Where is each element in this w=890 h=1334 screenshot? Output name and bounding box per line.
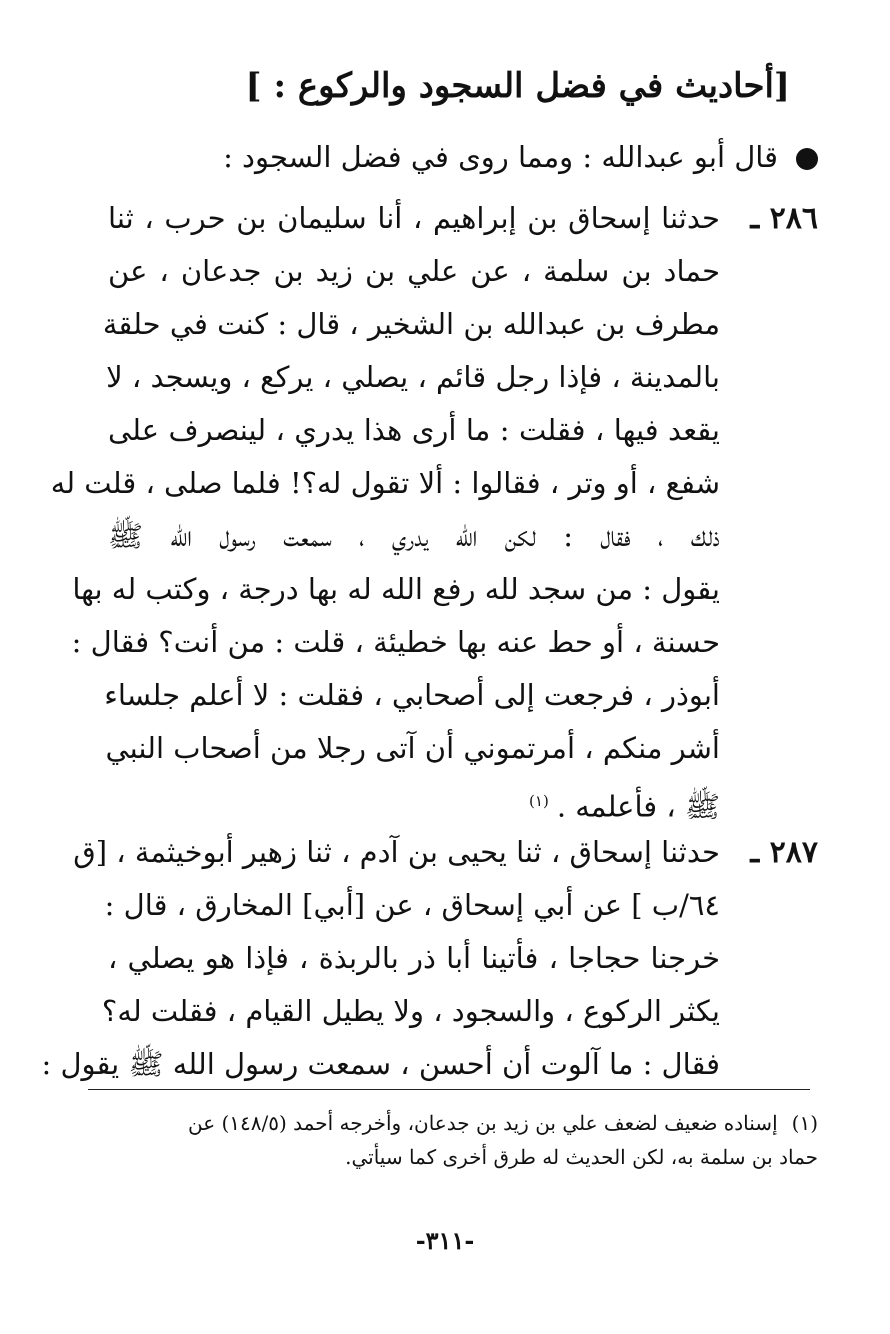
text-line: حماد بن سلمة ، عن علي بن زيد بن جدعان ، عن	[108, 254, 720, 288]
hadith-number: ٢٨٧ ـ	[750, 835, 818, 870]
text-line: يكثر الركوع ، والسجود ، ولا يطيل القيام ، فقلت له؟	[101, 994, 720, 1028]
text-line: حدثنا إسحاق بن إبراهيم ، أنا سليمان بن حرب ، ثنا	[108, 201, 720, 235]
hadith-text	[50, 192, 720, 828]
footnote-divider	[88, 1089, 810, 1090]
footnote-number: (١)	[791, 1111, 818, 1135]
intro-line	[78, 134, 818, 180]
text-line: حسنة ، أو حط عنه بها خطيئة ، قلت : من أنت؟ فقال :	[71, 625, 720, 659]
footnote-line: حماد بن سلمة به، لكن الحديث له طرق أخرى كما سيأتي.	[345, 1145, 818, 1169]
text-line: خرجنا حجاجا ، فأتينا أبا ذر بالربذة ، فإذا هو يصلي ،	[108, 941, 720, 975]
text-line: فقال : ما آلوت أن أحسن ، سمعت رسول الله ﷺ يقول :	[41, 1047, 720, 1081]
text-line-last	[108, 775, 720, 828]
text-line: بالمدينة ، فإذا رجل قائم ، يصلي ، يركع ، ويسجد ، لا	[106, 360, 720, 394]
hadith-text	[41, 826, 720, 1091]
intro-text: قال أبو عبدالله : ومما روى في فضل السجود :	[223, 140, 778, 174]
text-line: أشر منكم ، أمرتموني أن آتى رجلا من أصحاب النبي	[105, 731, 720, 765]
page-number: -٣١١-	[415, 1226, 475, 1255]
text-line: مطرف بن عبدالله بن الشخير ، قال : كنت في حلقة	[102, 307, 720, 341]
text-line: ٦٤/ب ] عن أبي إسحاق ، عن [أبي] المخارق ، قال :	[104, 888, 720, 922]
hadith-number: ٢٨٦ ـ	[750, 201, 818, 236]
text-line: أبوذر ، فرجعت إلى أصحابي ، فقلت : لا أعلم جلساء	[104, 678, 720, 712]
text-line: شفع ، أو وتر ، فقالوا : ألا تقول له؟! فلما صلى ، قلت له	[50, 466, 720, 500]
text-line: يقول : من سجد لله رفع الله له بها درجة ، وكتب له بها	[72, 572, 720, 606]
section-title: [أحاديث في فضل السجود والركوع : ]	[245, 66, 790, 106]
text-line-content: ﷺ ، فأعلمه .	[556, 789, 720, 824]
bullet-icon	[796, 148, 818, 170]
text-line: ذلك ، فقال : لكن الله يدري ، سمعت رسول الله ﷺ	[108, 519, 720, 553]
hadith-286	[50, 192, 818, 832]
text-line: يقعد فيها ، فقلت : ما أرى هذا يدري ، لينصرف على	[108, 413, 720, 447]
footnote-line	[78, 1106, 818, 1140]
hadith-287	[41, 826, 818, 1096]
text-line: حدثنا إسحاق ، ثنا يحيى بن آدم ، ثنا زهير أبوخيثمة ، [ق	[73, 835, 720, 869]
footnote-text: إسناده ضعيف لضعف علي بن زيد بن جدعان، وأخرجه أحمد (١٤٨/٥) عن	[187, 1111, 778, 1135]
footnote-reference: (١)	[529, 792, 549, 810]
footnote	[78, 1106, 818, 1174]
